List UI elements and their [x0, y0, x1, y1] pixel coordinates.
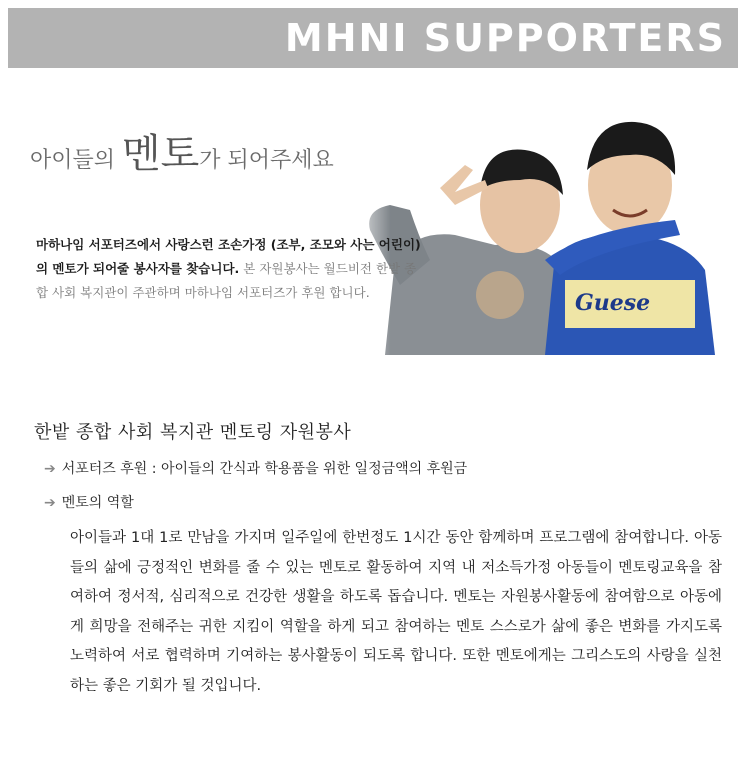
arrow-right-icon: ➔ [44, 495, 56, 511]
header-title: MHNI SUPPORTERS [284, 16, 726, 60]
headline-emphasis: 멘토 [122, 131, 200, 177]
header-bar [8, 8, 738, 68]
mentor-role-description: 아이들과 1대 1로 만남을 가지며 일주일에 한번정도 1시간 동안 함께하며 프로그램에 참여합니다. 아동들의 삶에 긍정적인 변화를 줄 수 있는 멘토로 활동하여 지역 내 저소득가정 아동들이 멘토링교육을 참여하여 정서적, 심리적으로 건강한 생활을 하도록 돕습니다. 멘토는 자원봉사활동에 참여함으로 아동에게 희망을 전해주는 귀한 지킴이 역할을 하게 되고 참여하는 멘토 스스로가 삶에 좋은 변화를 가지도록 노력하여 서로 협력하며 기여하는 봉사활동이 되도록 합니다. 또한 멘토에게는 그리스도의 사랑을 실천하는 좋은 기회가 될 것입니다. [70, 530, 722, 694]
intro-paragraph [36, 233, 421, 305]
intro-bold-text: 마하나임 서포터즈에서 사랑스런 조손가정 (조부, 조모와 사는 어린이)의 멘토가 되어줄 봉사자를 찾습니다. [36, 237, 421, 276]
headline-part1: 아이들의 [30, 148, 123, 173]
intro-muted-text: 본 자원봉사는 월드비전 한밭 종합 사회 복지관이 주관하며 마하나임 서포터즈가 후원 합니다. [36, 261, 417, 300]
bullet-support-text: 서포터즈 후원 : 아이들의 간식과 학용품을 위한 일정금액의 후원금 [61, 461, 468, 477]
section-title: 한밭 종합 사회 복지관 멘토링 자원봉사 [34, 422, 352, 443]
headline-part3: 가 되어주세요 [199, 148, 334, 173]
bullet-mentor-role-text: 멘토의 역할 [61, 495, 134, 511]
bullet-mentor-role [44, 492, 134, 512]
arrow-right-icon: ➔ [44, 461, 56, 477]
bullet-support [44, 458, 467, 478]
